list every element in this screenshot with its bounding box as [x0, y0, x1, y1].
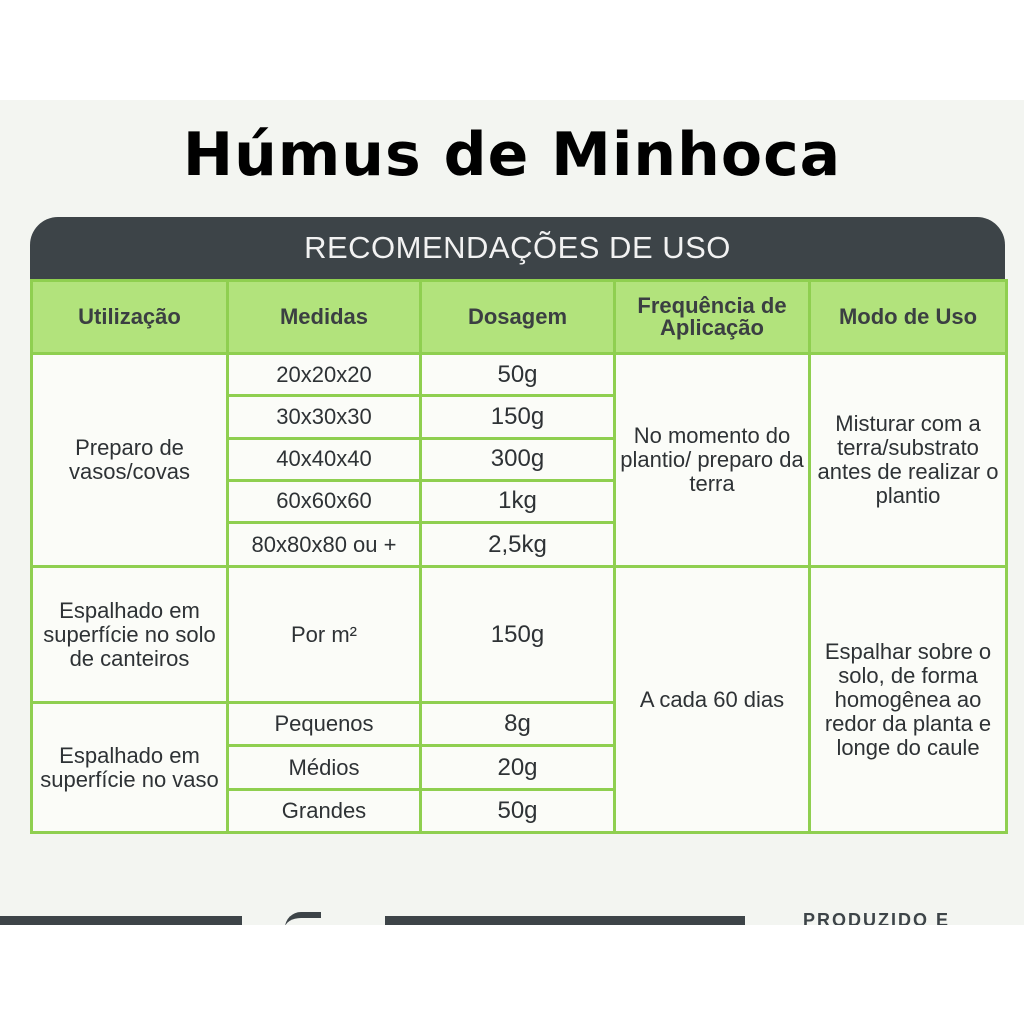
cell-modo-vasos: Misturar com a terra/substrato antes de realizar o plantio [810, 354, 1007, 567]
page-title: Húmus de Minhoca [182, 120, 842, 190]
cell-medida: Grandes [228, 789, 421, 832]
cell-dosagem: 150g [421, 567, 615, 703]
header-dosagem: Dosagem [421, 281, 615, 354]
footer-bar-middle [385, 916, 745, 925]
header-modo: Modo de Uso [810, 281, 1007, 354]
cell-dosagem: 1kg [421, 480, 615, 522]
cell-dosagem: 2,5kg [421, 523, 615, 567]
cell-dosagem: 150g [421, 396, 615, 438]
header-utilizacao: Utilização [32, 281, 228, 354]
cell-medida: 20x20x20 [228, 354, 421, 396]
cell-medida: 80x80x80 ou + [228, 523, 421, 567]
footer-logo-mark [285, 912, 321, 925]
cell-dosagem: 20g [421, 746, 615, 789]
cell-dosagem: 8g [421, 703, 615, 746]
cell-medida: Pequenos [228, 703, 421, 746]
table-header-row [32, 281, 1007, 354]
cell-utilizacao-canteiros: Espalhado em superfície no solo de canteiros [32, 567, 228, 703]
cell-medida: 30x30x30 [228, 396, 421, 438]
cell-frequencia-shared: A cada 60 dias [615, 567, 810, 833]
header-medidas: Medidas [228, 281, 421, 354]
cell-dosagem: 50g [421, 789, 615, 832]
cell-frequencia-vasos: No momento do plantio/ preparo da terra [615, 354, 810, 567]
cell-medida: Médios [228, 746, 421, 789]
cell-utilizacao-vaso: Espalhado em superfície no vaso [32, 703, 228, 833]
table-row [32, 354, 1007, 396]
cell-medida: Por m² [228, 567, 421, 703]
footer-text: PRODUZIDO E [803, 910, 951, 925]
table-row [32, 567, 1007, 703]
footer-bar-left [0, 916, 242, 925]
cell-utilizacao-vasos: Preparo de vasos/covas [32, 354, 228, 567]
cell-dosagem: 300g [421, 438, 615, 480]
header-frequencia: Frequência de Aplicação [615, 281, 810, 354]
cell-medida: 40x40x40 [228, 438, 421, 480]
cell-medida: 60x60x60 [228, 480, 421, 522]
cell-dosagem: 50g [421, 354, 615, 396]
recommendations-table [30, 279, 1008, 834]
section-banner: RECOMENDAÇÕES DE USO [30, 217, 1005, 279]
cell-modo-shared: Espalhar sobre o solo, de forma homogênea ao redor da planta e longe do caule [810, 567, 1007, 833]
